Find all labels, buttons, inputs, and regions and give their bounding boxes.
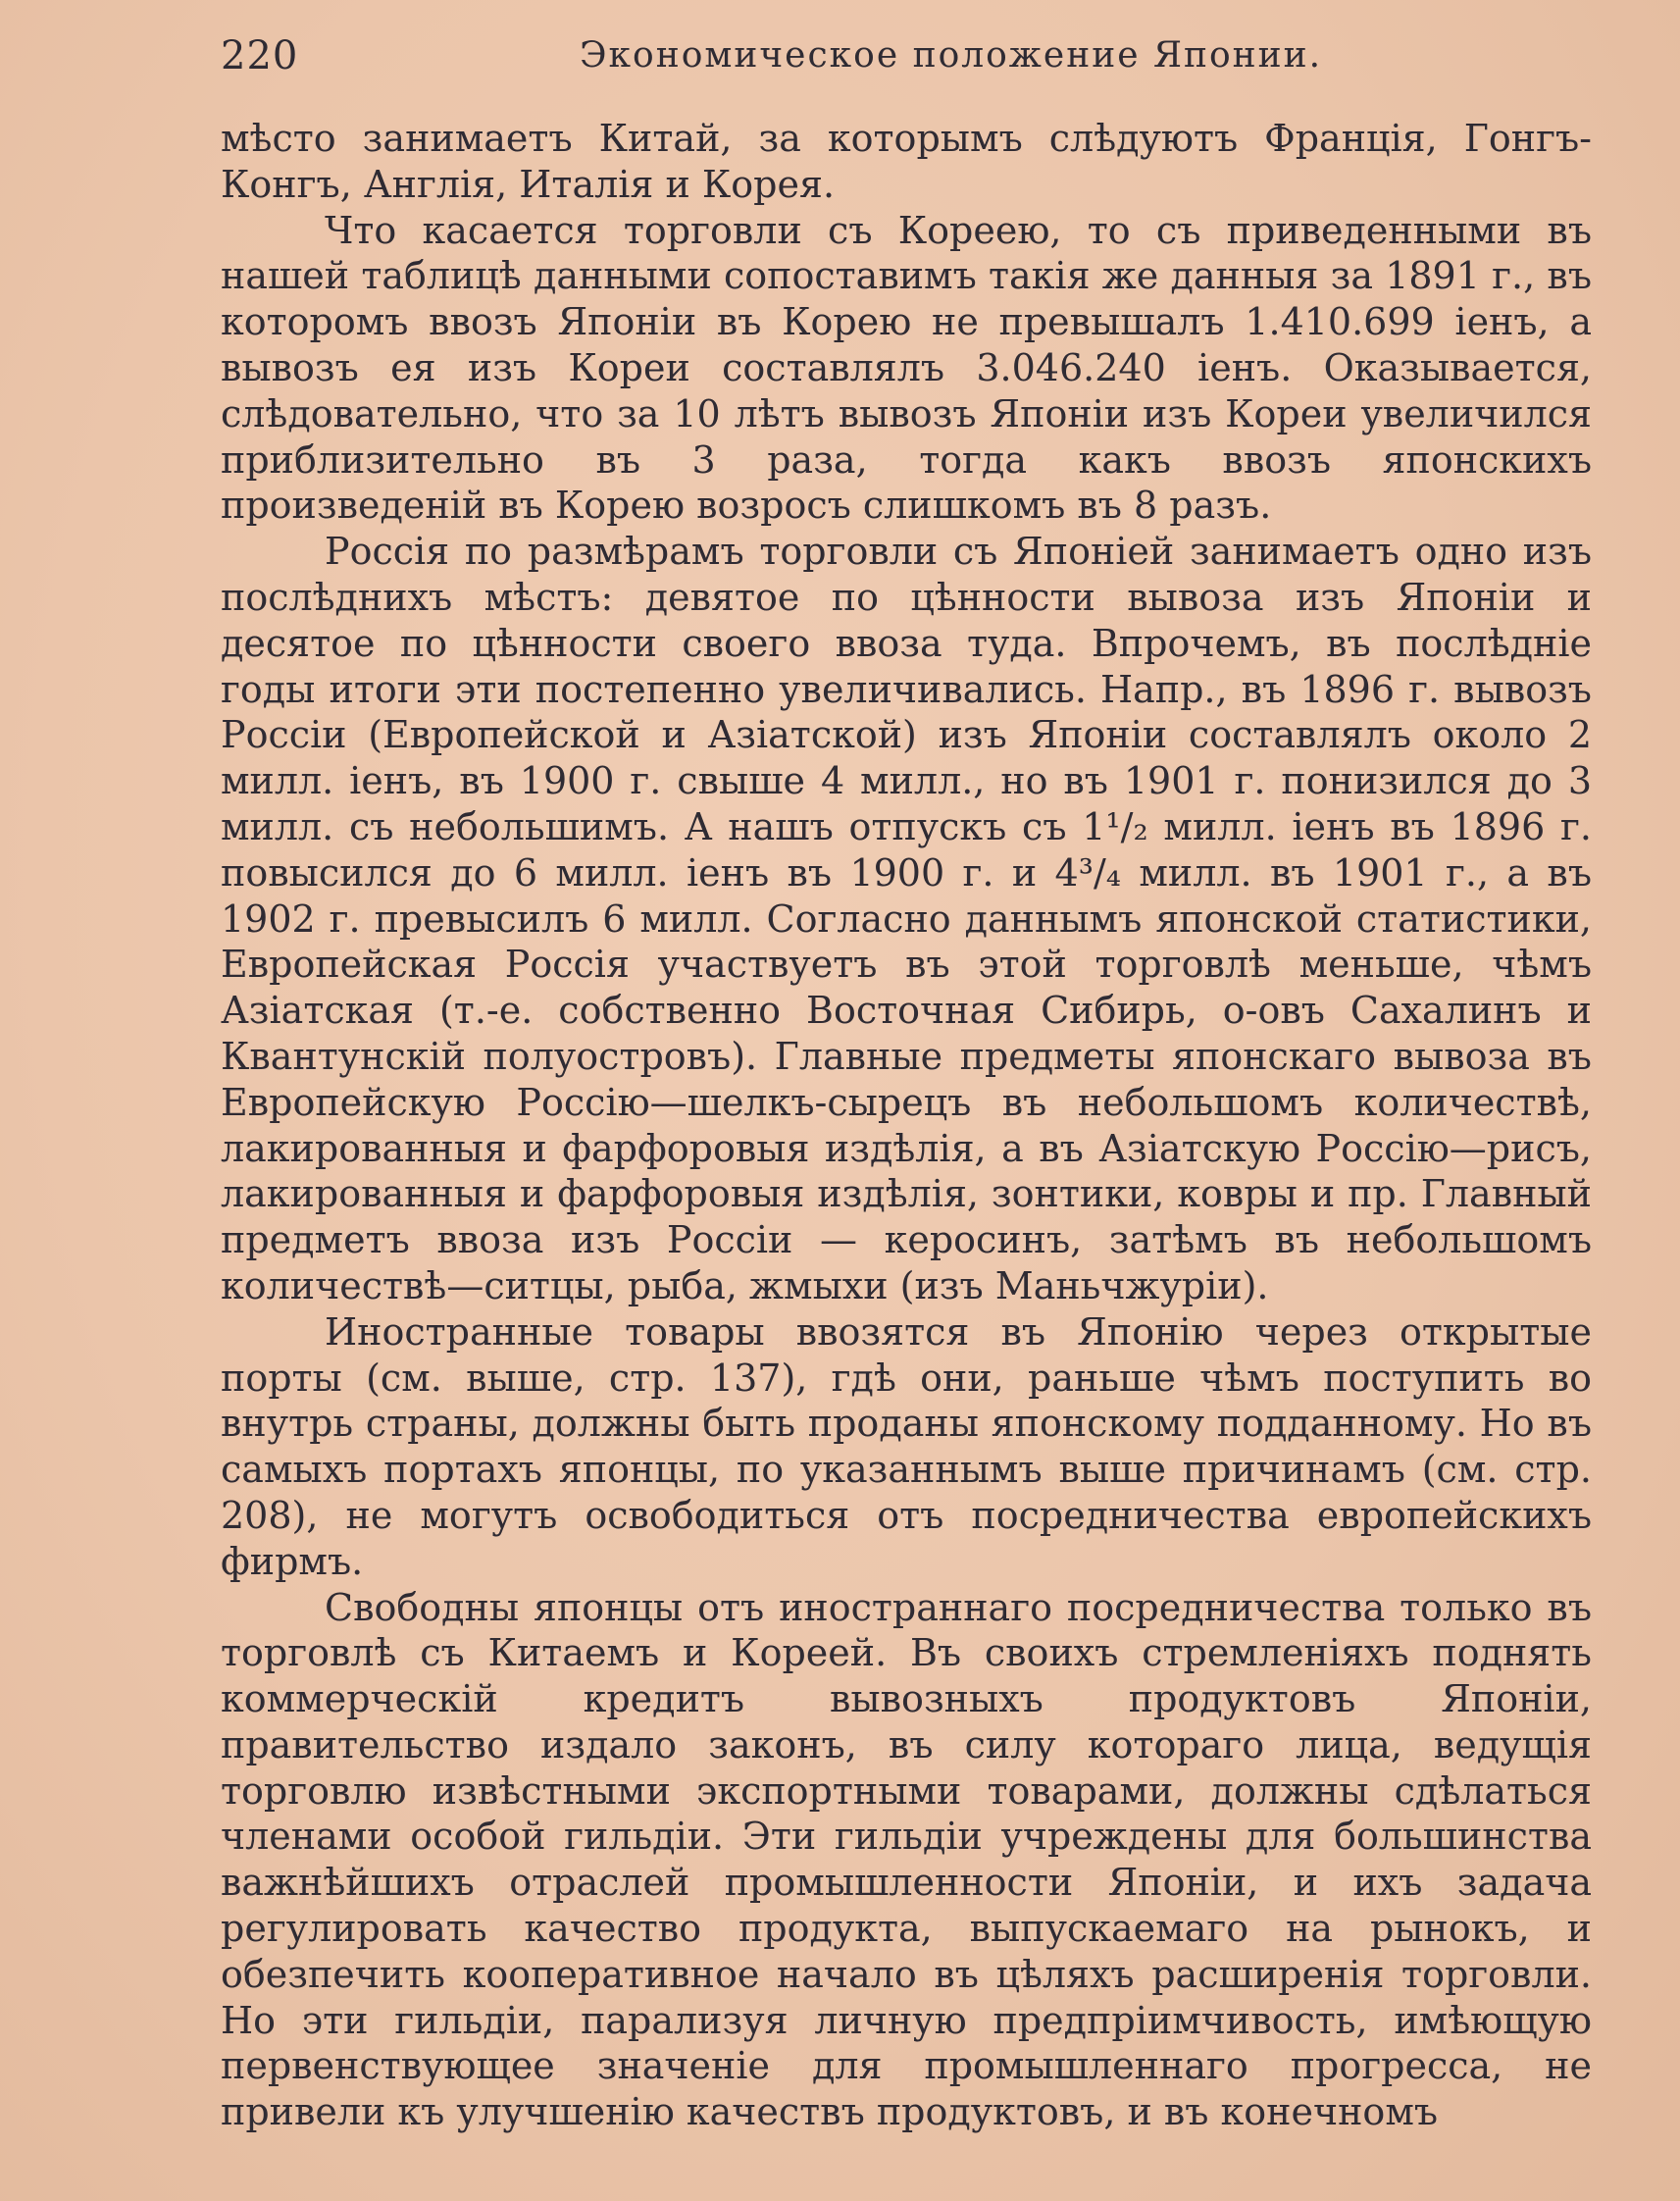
running-head [221, 27, 1594, 86]
paragraph-russia-trade: Россія по размѣрамъ торговли съ Японіей занимаетъ одно изъ послѣднихъ мѣстъ: девятое по цѣнности вывоза изъ Японіи и десятое по цѣнности своего ввоза туда. Впрочемъ, въ послѣдніе годы итоги эти постепенно увеличивались. Напр., въ 1896 г. вывозъ Россіи (Европейской и Азіатской) изъ Японіи составлялъ около 2 милл. іенъ, въ 1900 г. свыше 4 милл., но въ 1901 г. понизился до 3 милл. съ небольшимъ. А нашъ отпускъ съ 1¹/₂ милл. іенъ въ 1896 г. повысился до 6 милл. іенъ въ 1900 г. и 4³/₄ милл. въ 1901 г., а въ 1902 г. превысилъ 6 милл. Согласно даннымъ японской статистики, Европейская Россія участвуетъ въ этой торговлѣ меньше, чѣмъ Азіатская (т.-е. собственно Восточная Сибирь, о-овъ Сахалинъ и Квантунскій полуостровъ). Главные предметы японскаго вывоза въ Европейскую Россію—шелкъ-сырецъ въ небольшомъ количествѣ, лакированныя и фарфоровыя издѣлія, а въ Азіатскую Россію—рисъ, лакированныя и фарфоровыя издѣлія, зонтики, ковры и пр. Главный предметъ ввоза изъ Россіи — керосинъ, затѣмъ въ небольшомъ количествѣ—ситцы, рыба, жмыхи (изъ Маньчжуріи). [221, 530, 1592, 1307]
page-number: 220 [221, 33, 299, 78]
paragraph-foreign-goods: Иностранные товары ввозятся въ Японію через открытые порты (см. выше, стр. 137), гдѣ они, раньше чѣмъ поступить во внутрь страны, должны быть проданы японскому подданному. Но въ самыхъ портахъ японцы, по указаннымъ выше причинамъ (см. стр. 208), не могутъ освободиться отъ посредничества европейскихъ фирмъ. [221, 1309, 1592, 1583]
paragraph-korea-trade: Что касается торговли съ Кореею, то съ приведенными въ нашей таблицѣ данными сопоставимъ такія же данныя за 1891 г., въ которомъ ввозъ Японіи въ Корею не превышалъ 1.410.699 іенъ, а вывозъ ея изъ Кореи составлялъ 3.046.240 іенъ. Оказывается, слѣдовательно, что за 10 лѣтъ вывозъ Японіи изъ Кореи увеличился приблизительно въ 3 раза, тогда какъ ввозъ японскихъ произведеній въ Корею возросъ слишкомъ въ 8 разъ. [221, 208, 1592, 528]
paragraph-continued: мѣсто занимаетъ Китай, за которымъ слѣдуютъ Франція, Гонгъ-Конгъ, Англія, Италія и Корея. [221, 117, 1592, 206]
paragraph-guilds: Свободны японцы отъ иностраннаго посредничества только въ торговлѣ съ Китаемъ и Кореей. Въ своихъ стремленіяхъ поднять коммерческій кредитъ вывозныхъ продуктовъ Японіи, правительство издало законъ, въ силу котораго лица, ведущія торговлю извѣстными экспортными товарами, должны сдѣлаться членами особой гильдіи. Эти гильдіи учреждены для большинства важнѣйшихъ отраслей промышленности Японіи, и ихъ задача регулировать качество продукта, выпускаемаго на рынокъ, и обезпечить кооперативное начало въ цѣляхъ расширенія торговли. Но эти гильдіи, парализуя личную предпріимчивость, имѣющую первенствующее значеніе для промышленнаго прогресса, не привели къ улучшенію качествъ продуктовъ, и въ конечномъ [221, 1585, 1592, 2134]
running-title: Экономическое положение Японии. [580, 35, 1323, 76]
body-text [221, 116, 1592, 2135]
